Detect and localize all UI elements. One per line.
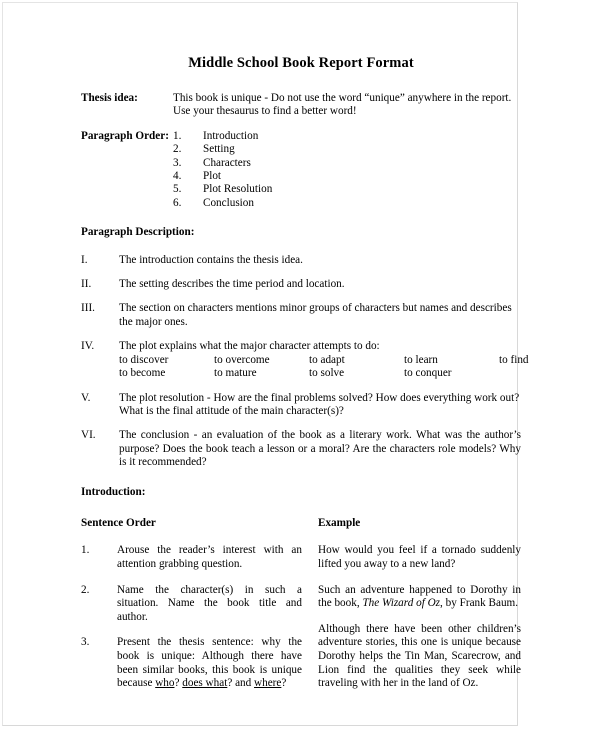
list-item-label: Characters — [203, 156, 251, 169]
paragraph-description-heading: Paragraph Description: — [81, 226, 195, 239]
thesis-sentence-mid-1: ? — [174, 677, 183, 690]
list-item — [173, 183, 521, 196]
list-item — [81, 302, 521, 329]
list-item-number: III. — [81, 302, 95, 315]
list-item-label: Conclusion — [203, 196, 254, 209]
thesis-idea-line-1: This book is unique - Do not use the word “unique” anywhere in the report. — [173, 92, 512, 104]
list-item-number: I. — [81, 253, 88, 266]
list-item-text — [117, 636, 318, 690]
verb-option: to become — [119, 367, 166, 380]
verb-option: to discover — [119, 353, 169, 366]
list-item — [81, 636, 318, 690]
example-prefix: Such an adventure happened to Dorothy in the book, — [318, 583, 521, 610]
paragraph-description-list — [81, 253, 529, 470]
thesis-idea-row — [81, 92, 521, 119]
list-item-number: 2. — [173, 143, 182, 156]
thesis-idea-label: Thesis idea: — [81, 92, 138, 104]
verb-option: to conquer — [404, 367, 452, 380]
column-header-example: Example — [318, 516, 361, 529]
list-item-number: II. — [81, 278, 92, 291]
list-item-label: Introduction — [203, 129, 259, 142]
list-item — [173, 143, 521, 156]
list-item-text: The plot resolution - How are the final problems solved? How does everything work out? What is the final attitude of the main character(s)? — [119, 391, 520, 417]
paragraph-order-row — [81, 130, 521, 210]
paragraph-order-label: Paragraph Order: — [81, 129, 169, 142]
underlined-word-who: who — [155, 677, 175, 690]
list-item-text: Arouse the reader’s interest with an attention grabbing question. — [117, 544, 302, 570]
list-item-text: The conclusion - an evaluation of the book as a literary work. What was the author’s purpose? Does the book teach a lesson or a moral? Are the characters role models? Why is it recommended? — [119, 429, 521, 469]
list-item — [173, 157, 521, 170]
list-item-number: 6. — [173, 196, 182, 209]
list-item — [81, 278, 521, 291]
list-item — [81, 544, 318, 571]
underlined-word-where: where — [254, 677, 282, 690]
introduction-column-headers — [81, 517, 521, 530]
thesis-idea-body — [173, 92, 521, 119]
page-title: Middle School Book Report Format — [188, 55, 414, 71]
list-item-text-group — [119, 340, 529, 380]
list-item — [173, 170, 521, 183]
list-item-number: 2. — [81, 583, 90, 596]
list-item — [81, 392, 521, 419]
thesis-idea-line-2: Use your thesaurus to find a better word! — [173, 105, 357, 118]
list-item-label: Setting — [203, 143, 235, 156]
list-item-text: The setting describes the time period and location. — [119, 278, 345, 291]
verb-option: to overcome — [214, 353, 270, 366]
list-item-number: 1. — [173, 129, 182, 142]
example-paragraph: Although there have been other children’s adventure stories, this one is unique because Dorothy helps the Tin Man, Scarecrow, and Lion find the qualities they seek while traveling with her in the land of Oz. — [318, 622, 521, 690]
example-column — [318, 544, 521, 702]
list-item-number: 3. — [173, 156, 182, 169]
list-item-text: The introduction contains the thesis idea. — [119, 253, 303, 266]
introduction-heading: Introduction: — [81, 485, 146, 498]
verb-option: to adapt — [309, 353, 345, 366]
list-item-number: 1. — [81, 544, 90, 557]
list-item-number: V. — [81, 391, 91, 404]
list-item-number: 4. — [173, 170, 182, 183]
document-body — [81, 55, 529, 703]
list-item-label: Plot Resolution — [203, 183, 273, 196]
example-paragraph: How would you feel if a tornado suddenly lifted you away to a new land? — [318, 544, 521, 570]
example-paragraph — [318, 584, 521, 611]
list-item — [81, 340, 529, 380]
sentence-order-column — [81, 544, 318, 702]
verb-option: to solve — [309, 367, 345, 380]
list-item — [81, 584, 318, 625]
list-item-text: The plot explains what the major character attempts to do: — [119, 340, 380, 353]
document-page — [2, 2, 529, 726]
thesis-sentence-prefix: Present the thesis sentence: why the book is unique: Although there have been similar books, this book is unique because — [117, 636, 302, 690]
verb-option: to find — [499, 353, 529, 366]
list-item-number: IV. — [81, 340, 95, 353]
plot-verb-grid — [119, 354, 529, 381]
underlined-word-does-what: does what — [182, 677, 228, 690]
list-item-number: VI. — [81, 429, 96, 442]
list-item-number: 5. — [173, 183, 182, 196]
book-title-italic: The Wizard of Oz — [362, 597, 441, 610]
introduction-columns — [81, 544, 521, 702]
verb-option: to mature — [214, 367, 257, 380]
list-item — [173, 130, 521, 143]
list-item — [81, 429, 521, 469]
thesis-sentence-mid-2: ? and — [227, 677, 255, 690]
list-item — [173, 197, 521, 210]
list-item — [81, 254, 521, 267]
verb-option: to learn — [404, 353, 438, 366]
list-item-number: 3. — [81, 636, 90, 649]
list-item-text: Name the character(s) in such a situation. Name the book title and author. — [117, 583, 302, 623]
list-item-text: The section on characters mentions minor groups of characters but names and describes the major ones. — [119, 302, 512, 328]
paragraph-order-list — [173, 130, 521, 210]
example-suffix: , by Frank Baum. — [440, 597, 519, 610]
list-item-label: Plot — [203, 170, 222, 183]
paragraph-order-body — [173, 130, 521, 210]
thesis-sentence-suffix: ? — [281, 677, 287, 690]
verb-option-empty — [499, 367, 529, 380]
column-header-sentence-order: Sentence Order — [81, 516, 156, 529]
